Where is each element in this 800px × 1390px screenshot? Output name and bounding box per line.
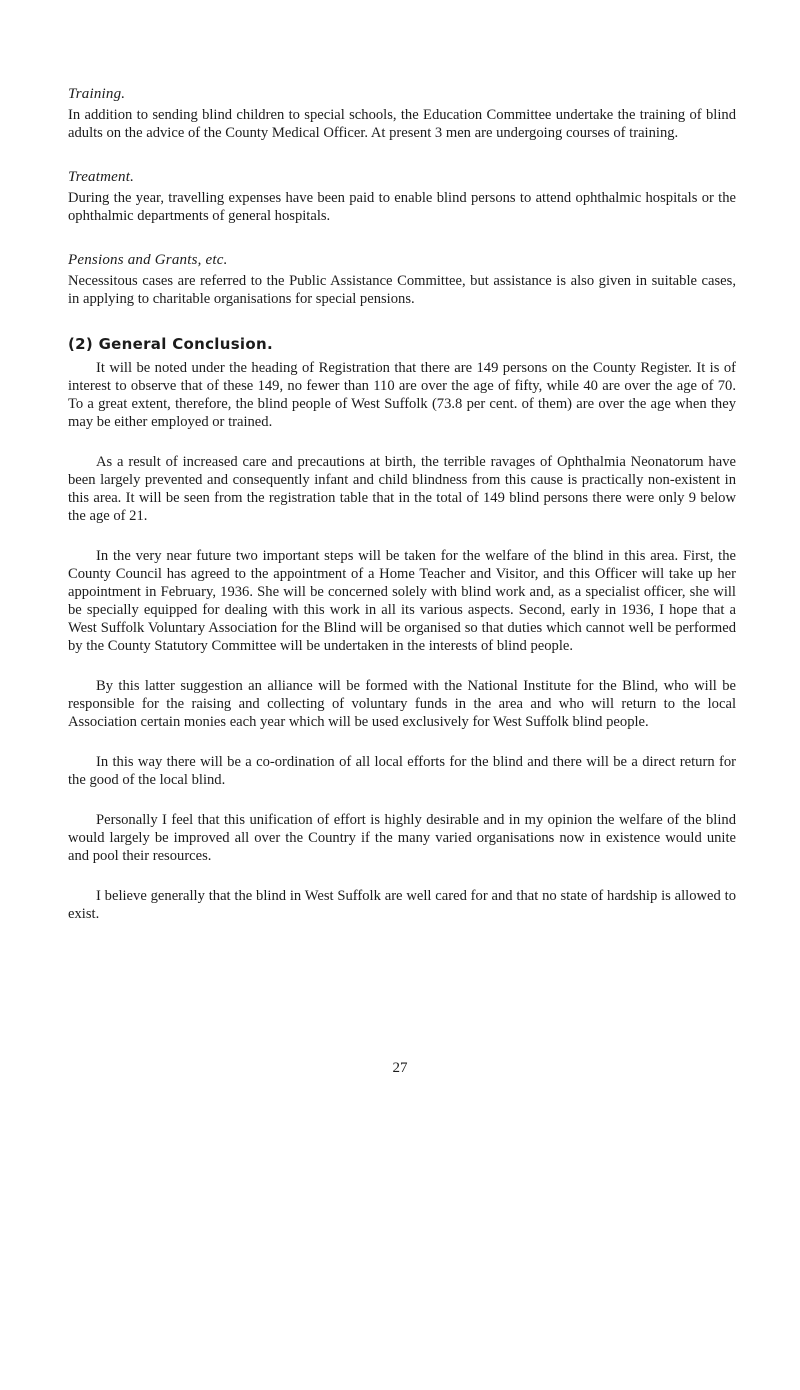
conclusion-paragraph-3: In the very near future two important steps will be taken for the welfare of the blind in this area. First, the County Council has agreed to the appointment of a Home Teacher and Visitor, and this Officer will take up her appointment in February, 1936. She will be concerned solely with blind work and, as a specialist officer, she will be specially equipped for dealing with this work in all its various aspects. Second, early in 1936, I hope that a West Suffolk Voluntary Association for the Blind will be organised so that duties which cannot well be performed by the County Statutory Committee will be undertaken in the interests of blind people. (68, 548, 736, 654)
treatment-section (68, 169, 736, 225)
section-text-treatment: During the year, travelling expenses have been paid to enable blind persons to attend ophthalmic hospitals or the ophthalmic departments of general hospitals. (68, 190, 736, 224)
section-text-pensions: Necessitous cases are referred to the Public Assistance Committee, but assistance is also given in suitable cases, in applying to charitable organisations for special pensions. (68, 273, 736, 307)
training-section (68, 86, 736, 142)
conclusion-section (68, 335, 736, 923)
page-number: 27 (392, 1060, 408, 1076)
section-heading-pensions: Pensions and Grants, etc. (68, 252, 228, 268)
pensions-section (68, 252, 736, 308)
conclusion-paragraph-6: Personally I feel that this unification of effort is highly desirable and in my opinion the welfare of the blind would largely be improved all over the Country if the many varied organisations now in existence would unite and pool their resources. (68, 812, 736, 864)
conclusion-paragraph-7: I believe generally that the blind in West Suffolk are well cared for and that no state of hardship is allowed to exist. (68, 888, 736, 922)
section-heading-treatment: Treatment. (68, 169, 135, 185)
section-text-training: In addition to sending blind children to special schools, the Education Committee undertake the training of blind adults on the advice of the County Medical Officer. At present 3 men are undergoing courses of training. (68, 107, 736, 141)
document-page (68, 86, 736, 945)
conclusion-paragraph-5: In this way there will be a co-ordination of all local efforts for the blind and there will be a direct return for the good of the local blind. (68, 754, 736, 788)
conclusion-paragraph-1: It will be noted under the heading of Registration that there are 149 persons on the County Register. It is of interest to observe that of these 149, no fewer than 110 are over the age of fifty, while 40 are over the age of 70. To a great extent, therefore, the blind people of West Suffolk (73.8 per cent. of them) are over the age when they may be either employed or trained. (68, 360, 736, 430)
conclusion-heading: (2) General Conclusion. (68, 335, 273, 353)
conclusion-paragraph-2: As a result of increased care and precautions at birth, the terrible ravages of Ophthalmia Neonatorum have been largely prevented and consequently infant and child blindness from this cause is practically non-existent in this area. It will be seen from the registration table that in the total of 149 blind persons there were only 9 below the age of 21. (68, 454, 736, 524)
conclusion-paragraph-4: By this latter suggestion an alliance will be formed with the National Institute for the Blind, who will be responsible for the raising and collecting of voluntary funds in the area and who will return to the local Association certain monies each year which will be used exclusively for West Suffolk blind people. (68, 678, 736, 730)
section-heading-training: Training. (68, 86, 126, 102)
